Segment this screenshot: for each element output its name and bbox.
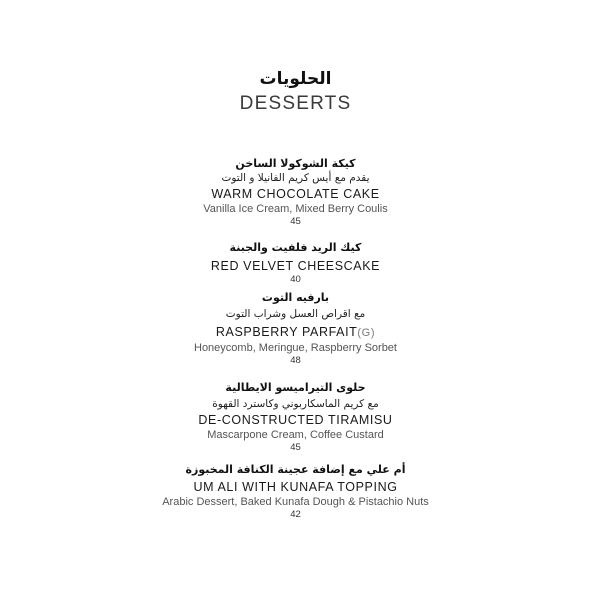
item-name-english bbox=[0, 186, 591, 202]
item-name-text: RASPBERRY PARFAIT bbox=[215, 325, 358, 339]
item-price: 42 bbox=[290, 509, 301, 520]
menu-header bbox=[0, 68, 591, 115]
item-price: 48 bbox=[290, 355, 301, 366]
menu-item-raspberry-parfait bbox=[0, 290, 591, 367]
item-name-text: UM ALI WITH KUNAFA TOPPING bbox=[193, 480, 398, 494]
item-name-arabic: كيك الريد فلفيت والجبنة bbox=[229, 241, 362, 254]
item-description-english: Honeycomb, Meringue, Raspberry Sorbet bbox=[194, 342, 397, 354]
item-description-english: Mascarpone Cream, Coffee Custard bbox=[207, 429, 384, 441]
item-name-english bbox=[0, 258, 591, 274]
menu-item-warm-chocolate-cake bbox=[0, 156, 591, 228]
item-price: 45 bbox=[290, 216, 301, 227]
menu-item-um-ali bbox=[0, 462, 591, 521]
menu-item-deconstructed-tiramisu bbox=[0, 380, 591, 454]
item-price: 45 bbox=[290, 442, 301, 453]
item-name-text: RED VELVET CHEESCAKE bbox=[210, 259, 381, 273]
item-description-english: Vanilla Ice Cream, Mixed Berry Coulis bbox=[203, 203, 388, 215]
item-name-arabic: بارفيه التوت bbox=[261, 291, 330, 304]
item-name-arabic: حلوى التيراميسو الايطالية bbox=[225, 381, 366, 394]
item-price: 40 bbox=[290, 274, 301, 285]
section-title-arabic: الحلويات bbox=[259, 69, 332, 89]
item-description-arabic: يقدم مع أيس كريم الفانيلا و التوت bbox=[221, 172, 370, 184]
item-description-english: Arabic Dessert, Baked Kunafa Dough & Pistachio Nuts bbox=[162, 496, 429, 508]
item-name-text: DE-CONSTRUCTED TIRAMISU bbox=[198, 413, 393, 427]
item-name-text: WARM CHOCOLATE CAKE bbox=[211, 187, 380, 201]
item-name-arabic: أم علي مع إضافة عجينة الكنافة المخبوزة bbox=[185, 463, 406, 476]
item-name-arabic: كيكة الشوكولا الساخن bbox=[235, 157, 356, 170]
gluten-tag: (G) bbox=[357, 327, 376, 339]
item-name-english bbox=[0, 412, 591, 428]
section-title-english: DESSERTS bbox=[239, 93, 352, 114]
item-name-english bbox=[0, 324, 591, 341]
menu-item-red-velvet-cheesecake bbox=[0, 240, 591, 286]
item-description-arabic: مع اقراص العسل وشراب التوت bbox=[225, 308, 366, 320]
item-description-arabic: مع كريم الماسكاربوني وكاسترد القهوة bbox=[212, 398, 379, 410]
item-name-english bbox=[0, 479, 591, 495]
